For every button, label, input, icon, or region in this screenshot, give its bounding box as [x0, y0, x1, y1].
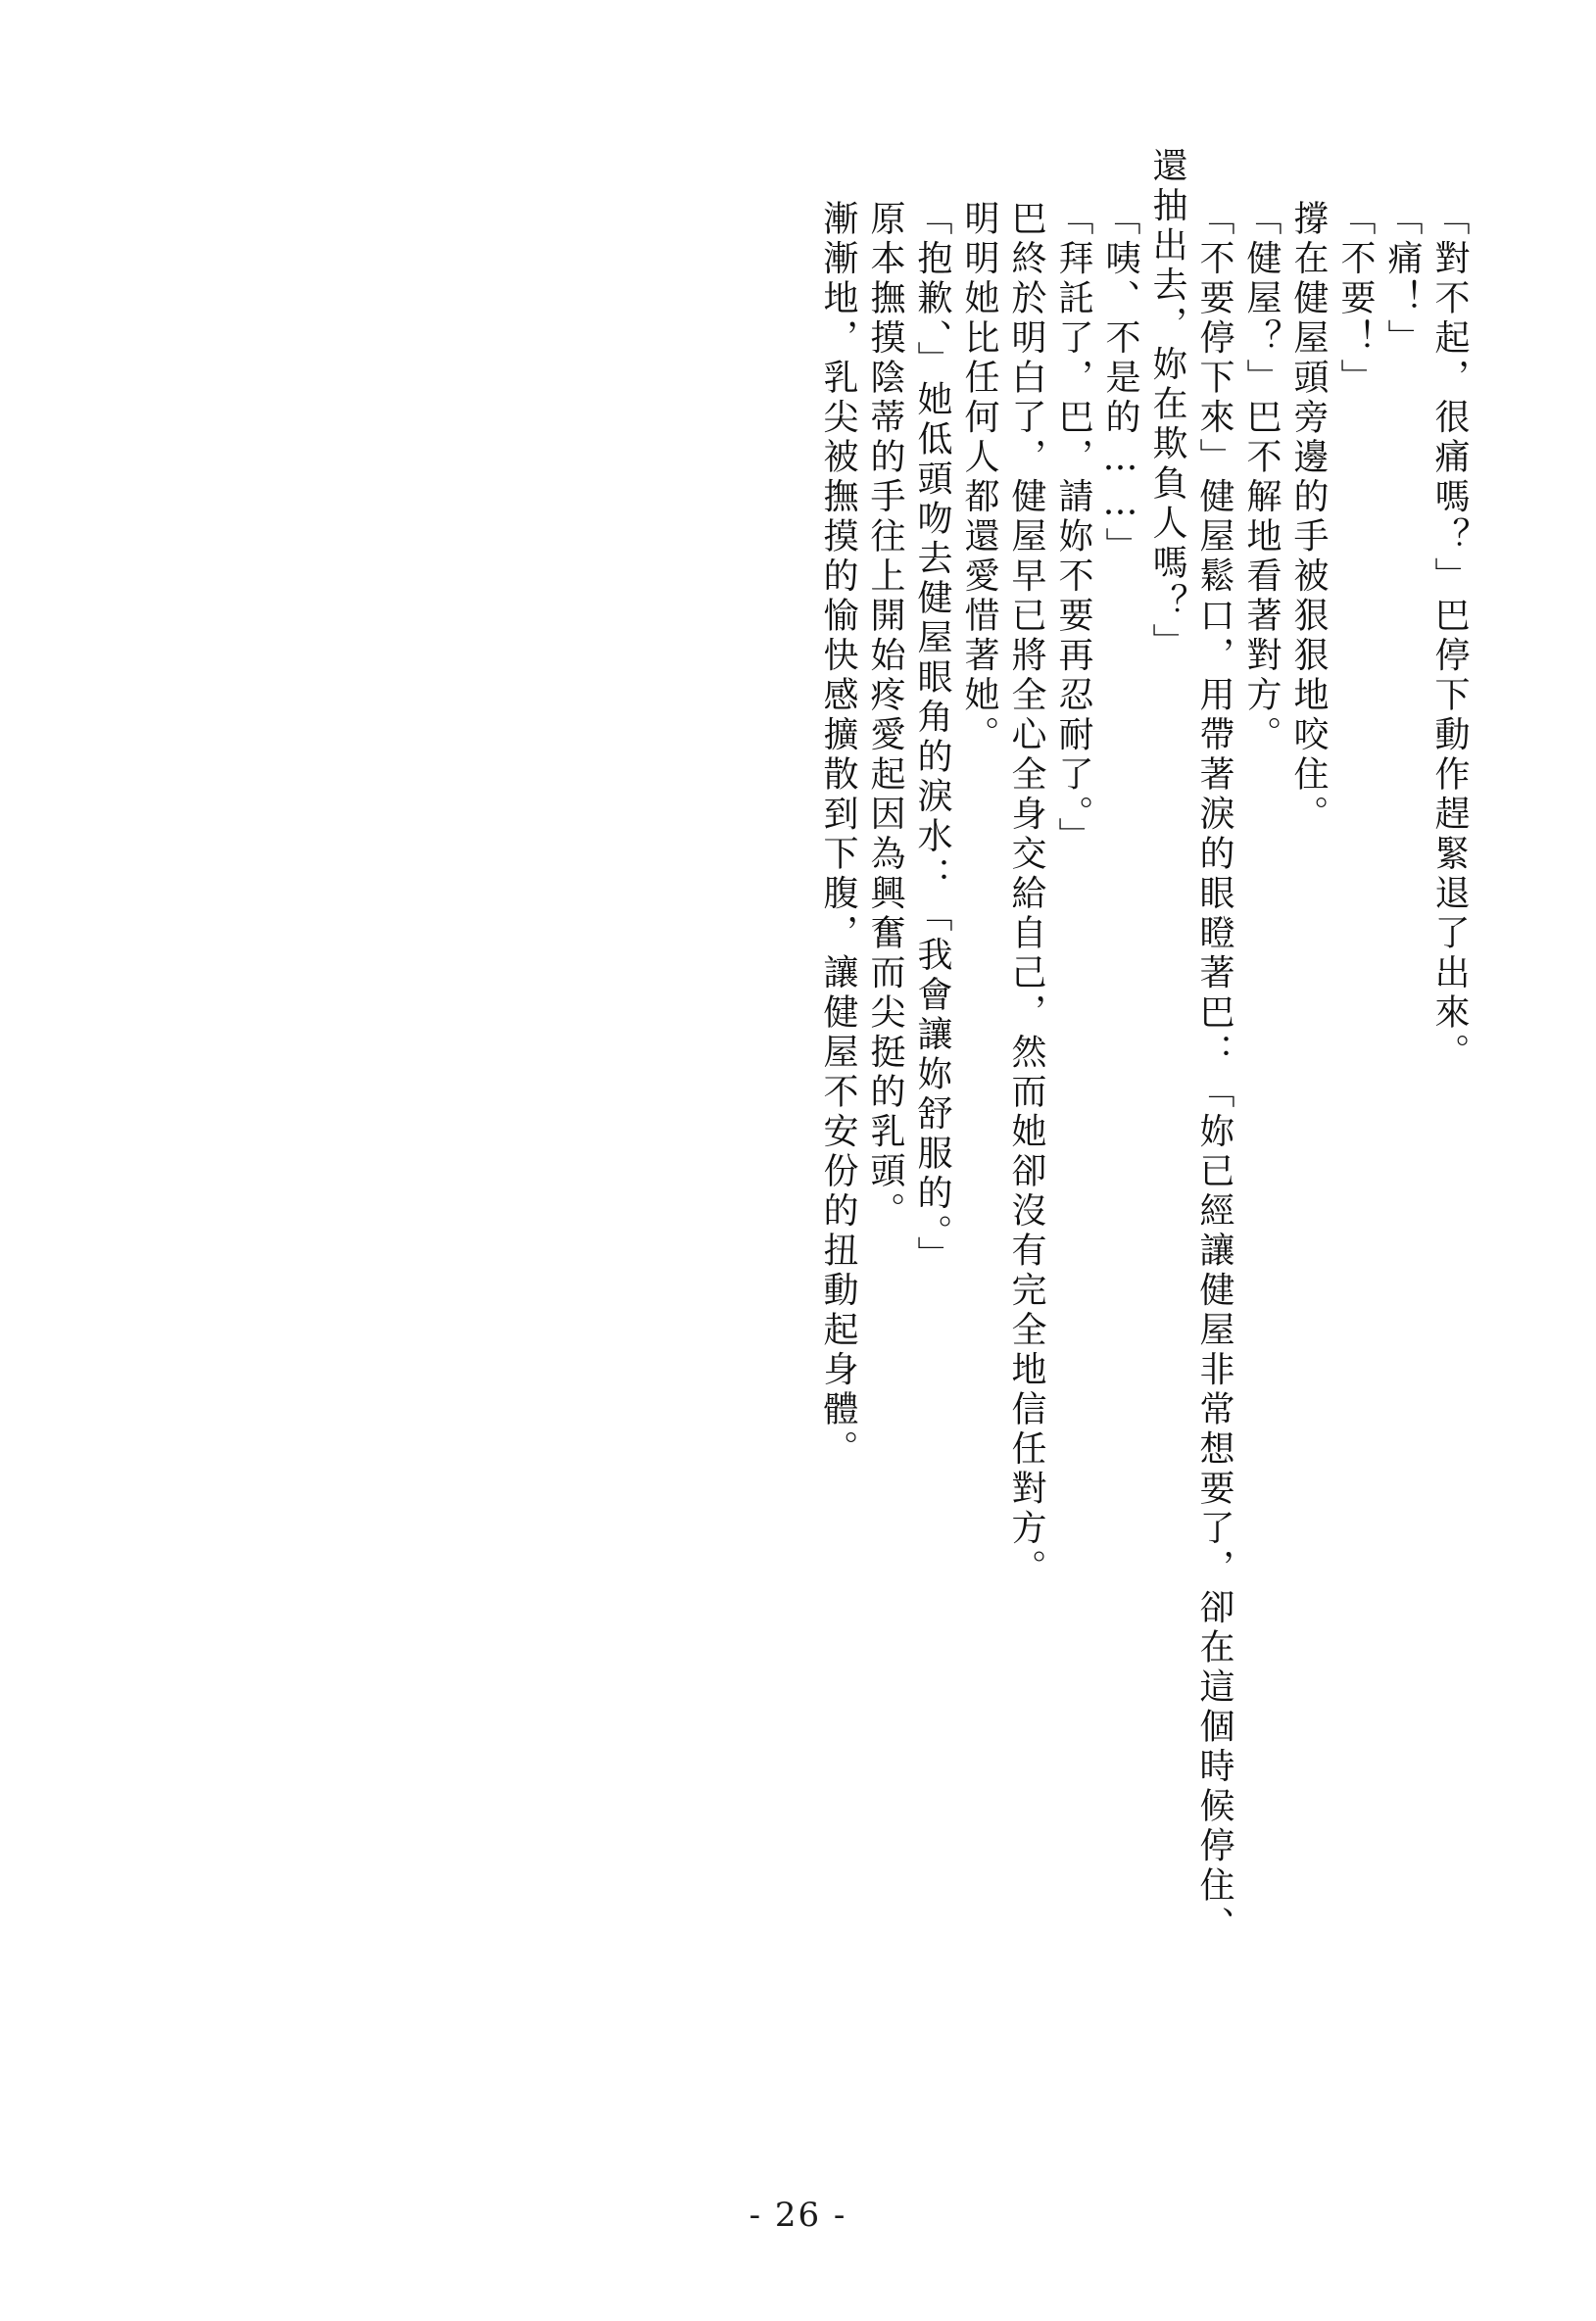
- text-column: 巴終於明白了，健屋早已將全心全身交給自己，然而她卻沒有完全地信任對方。: [1006, 200, 1046, 1589]
- text-column: 「咦、不是的……」: [1100, 200, 1140, 567]
- text-column: 漸漸地，乳尖被撫摸的愉快感擴散到下腹，讓健屋不安份的扭動起身體。: [818, 200, 858, 1470]
- text-column: 還抽出去，妳在欺負人嗎？」: [1147, 147, 1187, 663]
- text-column: 「痛！」: [1382, 200, 1423, 359]
- text-column: 「對不起，很痛嗎？」巴停下動作趕緊退了出來。: [1429, 200, 1470, 1073]
- text-column: 撐在健屋頭旁邊的手被狠狠地咬住。: [1288, 200, 1329, 835]
- text-column: 「拜託了，巴，請妳不要再忍耐了。」: [1053, 200, 1093, 857]
- text-column: 原本撫摸陰蒂的手往上開始疼愛起因為興奮而尖挺的乳頭。: [865, 200, 905, 1232]
- text-column: 「健屋？」巴不解地看著對方。: [1241, 200, 1282, 755]
- text-column: 「不要！」: [1335, 200, 1376, 399]
- page-number: - 26 -: [749, 2196, 847, 2235]
- vertical-text-body: [118, 147, 1478, 2086]
- text-column: 「不要停下來」健屋鬆口，用帶著淚的眼瞪著巴：「妳已經讓健屋非常想要了，卻在這個時候停住、: [1194, 200, 1234, 1946]
- text-column: 明明她比任何人都還愛惜著她。: [959, 200, 999, 755]
- text-column: 「抱歉、」她低頭吻去健屋眼角的淚水：「我會讓妳舒服的。」: [912, 200, 952, 1276]
